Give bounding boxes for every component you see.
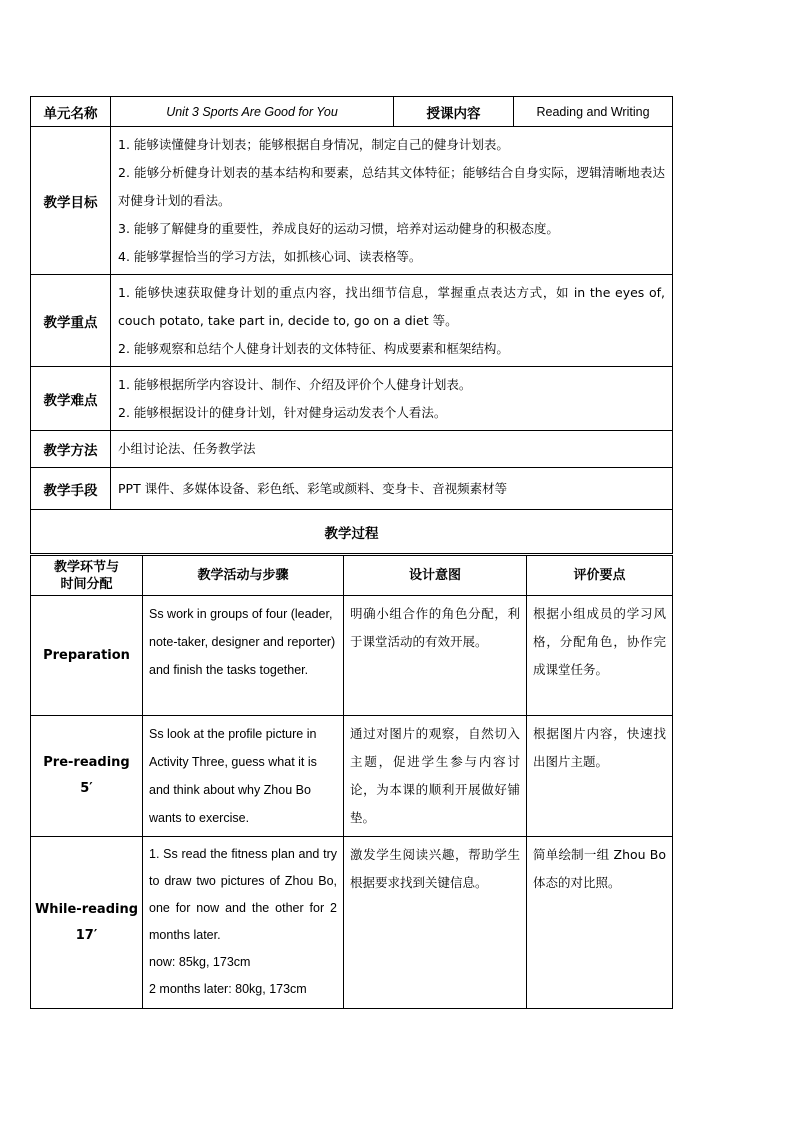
- difficulty-item: 2. 能够根据设计的健身计划，针对健身运动发表个人看法。: [118, 404, 447, 420]
- means-label: 教学手段: [31, 468, 111, 510]
- stage-time: 17′: [75, 927, 98, 943]
- stage-header-line2: 时间分配: [60, 576, 113, 592]
- objectives-label: 教学目标: [31, 127, 111, 275]
- key-points-list: [111, 275, 673, 367]
- objectives-row: [31, 127, 673, 275]
- intent-cell: 通过对图片的观察，自然切入主题，促进学生参与内容讨论，为本课的顺利开展做好铺垫。: [344, 716, 527, 837]
- stage-name: Pre-reading: [43, 755, 130, 770]
- intent-header: 设计意图: [344, 556, 527, 596]
- evaluation-cell: 简单绘制一组 Zhou Bo 体态的对比照。: [527, 837, 673, 1009]
- evaluation-cell: 根据小组成员的学习风格，分配角色，协作完成课堂任务。: [527, 596, 673, 716]
- process-title: 教学过程: [31, 510, 673, 554]
- means-row: [31, 468, 673, 510]
- means-value: PPT 课件、多媒体设备、彩色纸、彩笔或颜料、变身卡、音视频素材等: [111, 468, 673, 510]
- stage-time-header: [31, 556, 143, 596]
- lesson-info-table: [30, 96, 673, 554]
- content-value: Reading and Writing: [514, 97, 673, 127]
- stage-header-line1: 教学环节与: [53, 559, 119, 575]
- process-row-pre-reading: [31, 716, 673, 837]
- key-point-item: 1. 能够快速获取健身计划的重点内容，找出细节信息，掌握重点表达方式，如 in the eyes of, couch potato, take part in, decide to, go on a diet 等。: [118, 284, 665, 328]
- methods-row: [31, 431, 673, 468]
- key-points-row: [31, 275, 673, 367]
- activity-cell: Ss work in groups of four (leader, note-taker, designer and reporter) and finish the tasks together.: [143, 596, 344, 716]
- content-label: 授课内容: [394, 97, 514, 127]
- activity-cell: [143, 837, 344, 1009]
- activity-text: 1. Ss read the fitness plan and try to draw two pictures of Zhou Bo, one for now and the other for 2 months later.: [149, 847, 337, 942]
- stage-cell: [31, 716, 143, 837]
- intent-cell: 明确小组合作的角色分配，利于课堂活动的有效开展。: [344, 596, 527, 716]
- process-table: [30, 555, 673, 1009]
- evaluation-cell: 根据图片内容，快速找出图片主题。: [527, 716, 673, 837]
- objective-item: 4. 能够掌握恰当的学习方法，如抓核心词、读表格等。: [118, 248, 422, 264]
- key-points-label: 教学重点: [31, 275, 111, 367]
- difficulties-list: [111, 367, 673, 431]
- stage-name: While-reading: [34, 901, 139, 917]
- difficulties-row: [31, 367, 673, 431]
- unit-row: [31, 97, 673, 127]
- process-title-row: [31, 510, 673, 554]
- activity-detail: now: 85kg, 173cm: [149, 955, 251, 969]
- process-row-preparation: [31, 596, 673, 716]
- stage-time: 5′: [80, 781, 93, 796]
- objective-item: 3. 能够了解健身的重要性，养成良好的运动习惯，培养对运动健身的积极态度。: [118, 220, 559, 236]
- process-header-row: [31, 556, 673, 596]
- stage-cell: [31, 596, 143, 716]
- stage-cell: [31, 837, 143, 1009]
- evaluation-header: 评价要点: [527, 556, 673, 596]
- intent-cell: 激发学生阅读兴趣，帮助学生根据要求找到关键信息。: [344, 837, 527, 1009]
- activity-cell: Ss look at the profile picture in Activity Three, guess what it is and think about why Zhou Bo wants to exercise.: [143, 716, 344, 837]
- activities-header: 教学活动与步骤: [143, 556, 344, 596]
- key-point-item: 2. 能够观察和总结个人健身计划表的文体特征、构成要素和框架结构。: [118, 340, 509, 356]
- objectives-list: [111, 127, 673, 275]
- stage-name: Preparation: [43, 647, 130, 663]
- activity-detail: 2 months later: 80kg, 173cm: [149, 982, 307, 996]
- unit-label: 单元名称: [31, 97, 111, 127]
- difficulty-item: 1. 能够根据所学内容设计、制作、介绍及评价个人健身计划表。: [118, 376, 472, 392]
- unit-value: Unit 3 Sports Are Good for You: [111, 97, 394, 127]
- difficulties-label: 教学难点: [31, 367, 111, 431]
- methods-value: 小组讨论法、任务教学法: [111, 431, 673, 468]
- methods-label: 教学方法: [31, 431, 111, 468]
- objective-item: 2. 能够分析健身计划表的基本结构和要素，总结其文体特征；能够结合自身实际，逻辑清晰地表达对健身计划的看法。: [118, 164, 665, 208]
- objective-item: 1. 能够读懂健身计划表；能够根据自身情况，制定自己的健身计划表。: [118, 136, 509, 152]
- process-row-while-reading: [31, 837, 673, 1009]
